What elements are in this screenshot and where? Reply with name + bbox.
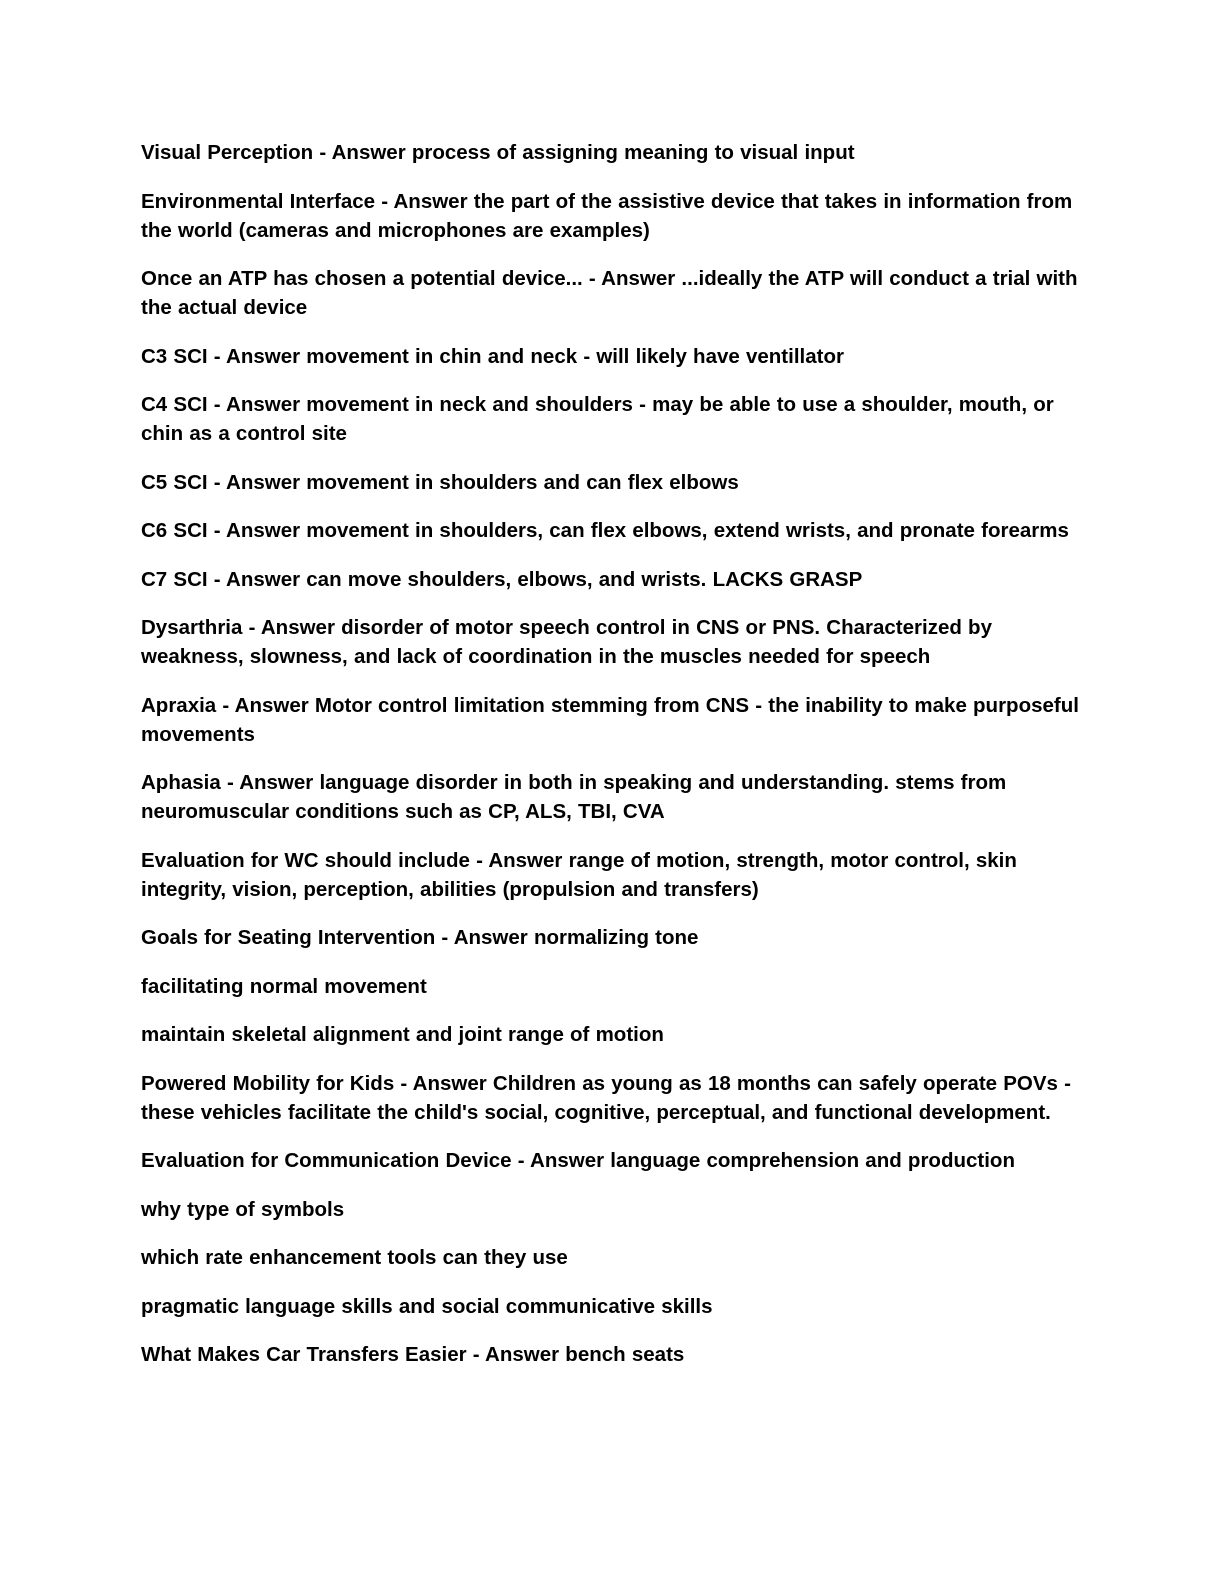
paragraph: which rate enhancement tools can they use [141,1246,568,1269]
paragraph: C7 SCI - Answer can move shoulders, elbows, and wrists. LACKS GRASP [141,567,863,591]
paragraph: Visual Perception - Answer process of assigning meaning to visual input [141,141,855,164]
paragraph: Environmental Interface - Answer the part of the assistive device that takes in information from the world (cameras and microphones are examples) [141,189,1073,242]
paragraph: Evaluation for WC should include - Answer range of motion, strength, motor control, skin integrity, vision, perception, abilities (propulsion and transfers) [141,848,1017,901]
paragraph: maintain skeletal alignment and joint range of motion [141,1023,664,1046]
paragraph: pragmatic language skills and social communicative skills [141,1294,713,1318]
paragraph: Powered Mobility for Kids - Answer Children as young as 18 months can safely operate POVs - these vehicles facilitate the child's social, cognitive, perceptual, and functional development. [141,1071,1071,1124]
paragraph: C3 SCI - Answer movement in chin and neck - will likely have ventillator [141,344,844,368]
paragraph: C4 SCI - Answer movement in neck and shoulders - may be able to use a shoulder, mouth, or chin as a control site [141,393,1054,445]
document-body [141,138,1081,1389]
paragraph: Apraxia - Answer Motor control limitation stemming from CNS - the inability to make purposeful movements [141,693,1079,746]
paragraph: Goals for Seating Intervention - Answer normalizing tone [141,926,699,949]
paragraph: facilitating normal movement [141,974,427,998]
paragraph: What Makes Car Transfers Easier - Answer bench seats [141,1343,685,1366]
paragraph: why type of symbols [141,1197,345,1221]
paragraph: Aphasia - Answer language disorder in both in speaking and understanding. stems from neuromuscular conditions such as CP, ALS, TBI, CVA [141,771,1007,823]
paragraph: Evaluation for Communication Device - Answer language comprehension and production [141,1149,1015,1172]
paragraph: C6 SCI - Answer movement in shoulders, can flex elbows, extend wrists, and pronate forearms [141,519,1069,542]
paragraph: C5 SCI - Answer movement in shoulders and can flex elbows [141,470,739,494]
paragraph: Once an ATP has chosen a potential device... - Answer ...ideally the ATP will conduct a trial with the actual device [141,267,1078,319]
paragraph: Dysarthria - Answer disorder of motor speech control in CNS or PNS. Characterized by weakness, slowness, and lack of coordination in the muscles needed for speech [141,616,992,668]
